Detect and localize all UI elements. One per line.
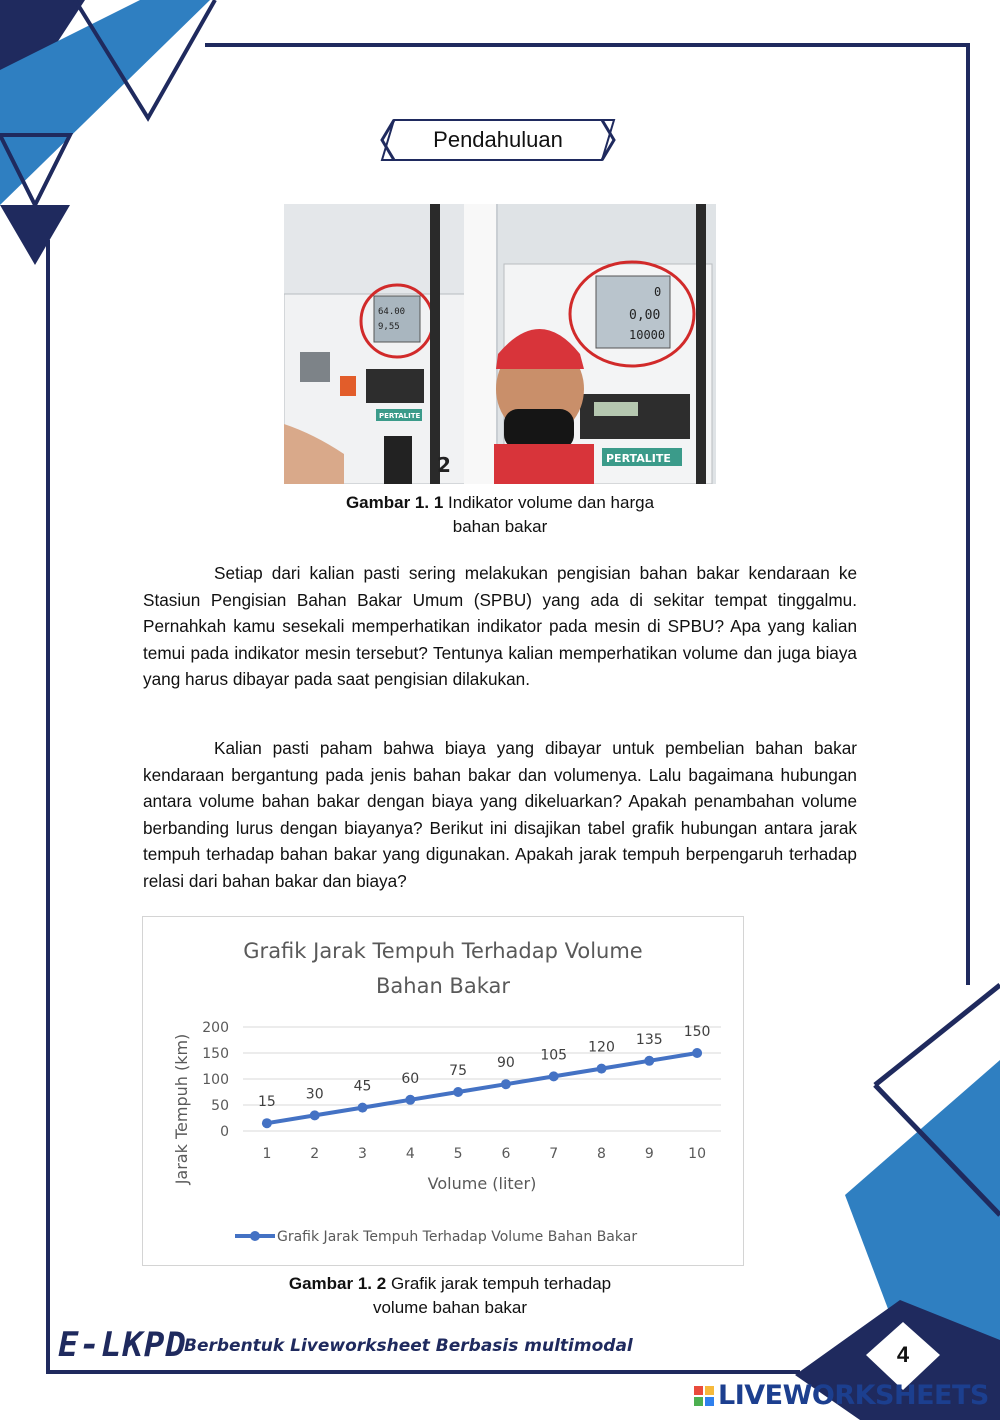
section-title: Pendahuluan xyxy=(433,127,563,152)
series-line xyxy=(267,1053,697,1123)
section-tag xyxy=(380,118,616,162)
x-tick-label: 6 xyxy=(501,1146,511,1162)
paragraph-2: Kalian pasti paham bahwa biaya yang dibayar untuk pembelian bahan bakar kendaraan bergantung pada jenis bahan bakar dan volumenya. Lalu bagaimana hubungan antara volume bahan bakar dengan biaya yang dikeluarkan? Apakah penambahan volume berbanding lurus dengan biayanya? Berikut ini disajikan tabel grafik hubungan antara jarak tempuh terhadap bahan bakar yang digunakan. Apakah jarak tempuh berpengaruh terhadap relasi dari bahan bakar dan biaya? xyxy=(143,738,857,891)
pump-number: 2 xyxy=(437,453,451,477)
figure1-caption-line1: Indikator volume dan harga xyxy=(448,493,655,512)
figure1-caption-label: Gambar 1. 1 xyxy=(345,493,444,512)
data-point xyxy=(501,1079,511,1089)
x-tick-label: 10 xyxy=(688,1146,707,1162)
data-point xyxy=(358,1103,368,1113)
data-point xyxy=(692,1048,702,1058)
data-label: 45 xyxy=(353,1078,372,1095)
data-point xyxy=(310,1110,320,1120)
svg-text:0: 0 xyxy=(654,285,662,299)
y-tick-label: 0 xyxy=(220,1124,229,1140)
fuel-pump-photo xyxy=(284,204,716,484)
data-point xyxy=(549,1071,559,1081)
y-tick-label: 200 xyxy=(202,1020,229,1036)
liveworksheets-text: LIVEWORKSHEETS xyxy=(718,1380,989,1411)
data-label: 30 xyxy=(305,1086,324,1103)
y-tick-label: 100 xyxy=(202,1072,229,1088)
page-number: 4 xyxy=(896,1342,910,1367)
legend-marker xyxy=(250,1231,260,1241)
chart-title-line1: Grafik Jarak Tempuh Terhadap Volume xyxy=(243,939,643,963)
x-tick-label: 5 xyxy=(453,1146,463,1162)
fuel-pump-illustration xyxy=(284,204,716,484)
footer-subtitle: Berbentuk Liveworksheet Berbasis multimodal xyxy=(184,1336,633,1356)
x-axis-label: Volume (liter) xyxy=(427,1174,537,1193)
figure2-caption-line2: volume bahan bakar xyxy=(372,1298,528,1317)
y-tick-label: 50 xyxy=(211,1098,229,1114)
footer-brand: E-LKPD xyxy=(58,1325,187,1365)
svg-text:0,00: 0,00 xyxy=(629,308,661,323)
y-tick-label: 150 xyxy=(202,1046,229,1062)
chart-plot xyxy=(143,917,743,1265)
data-label: 120 xyxy=(588,1039,615,1056)
svg-text:64.00: 64.00 xyxy=(378,307,406,317)
svg-text:10000: 10000 xyxy=(629,328,666,342)
figure1-caption xyxy=(280,491,720,539)
x-tick-label: 4 xyxy=(405,1146,415,1162)
figure2-caption-label: Gambar 1. 2 xyxy=(288,1274,387,1293)
data-point xyxy=(405,1095,415,1105)
figure2-caption-line1: Grafik jarak tempuh terhadap xyxy=(390,1274,612,1293)
x-tick-label: 9 xyxy=(644,1146,654,1162)
data-label: 60 xyxy=(401,1070,420,1087)
data-label: 90 xyxy=(496,1055,515,1072)
corner-triangle-dark xyxy=(0,205,70,265)
data-label: 150 xyxy=(683,1024,711,1040)
data-label: 135 xyxy=(635,1031,663,1048)
y-axis-label: Jarak Tempuh (km) xyxy=(172,1033,191,1185)
legend-label: Grafik Jarak Tempuh Terhadap Volume Bahan Bakar xyxy=(277,1229,638,1245)
x-tick-label: 7 xyxy=(549,1146,559,1162)
corner-br-line1 xyxy=(875,985,1000,1085)
data-point xyxy=(262,1118,272,1128)
figure2-caption xyxy=(230,1272,670,1320)
data-point xyxy=(597,1064,607,1074)
pump-label-left: PERTALITE xyxy=(379,412,421,420)
figure1-caption-line2: bahan bakar xyxy=(452,517,548,536)
x-tick-label: 2 xyxy=(310,1146,320,1162)
data-point xyxy=(644,1056,654,1066)
x-tick-label: 8 xyxy=(597,1146,606,1162)
x-tick-label: 1 xyxy=(262,1146,272,1162)
x-tick-label: 3 xyxy=(358,1146,367,1162)
svg-text:9,55: 9,55 xyxy=(378,322,400,332)
paragraph-1: Setiap dari kalian pasti sering melakukan pengisian bahan bakar kendaraan ke Stasiun Pengisian Bahan Bakar Umum (SPBU) yang ada di sekitar tempat tinggalmu. Pernahkah kamu sesekali memperhatikan indikator pada mesin di SPBU? Apa yang kalian temui pada indikator mesin tersebut? Tentunya kalian memperhatikan volume dan juga biaya yang harus dibayar pada saat pengisian dilakukan. xyxy=(143,563,857,689)
pump-label-right: PERTALITE xyxy=(606,452,671,465)
chart-title-line2: Bahan Bakar xyxy=(375,974,510,998)
chart-container xyxy=(142,916,744,1266)
data-label: 15 xyxy=(257,1094,276,1111)
data-label: 105 xyxy=(540,1047,568,1064)
liveworksheets-icon xyxy=(694,1386,714,1406)
data-point xyxy=(453,1087,463,1097)
liveworksheets-logo[interactable] xyxy=(694,1380,989,1411)
data-label: 75 xyxy=(449,1063,468,1079)
